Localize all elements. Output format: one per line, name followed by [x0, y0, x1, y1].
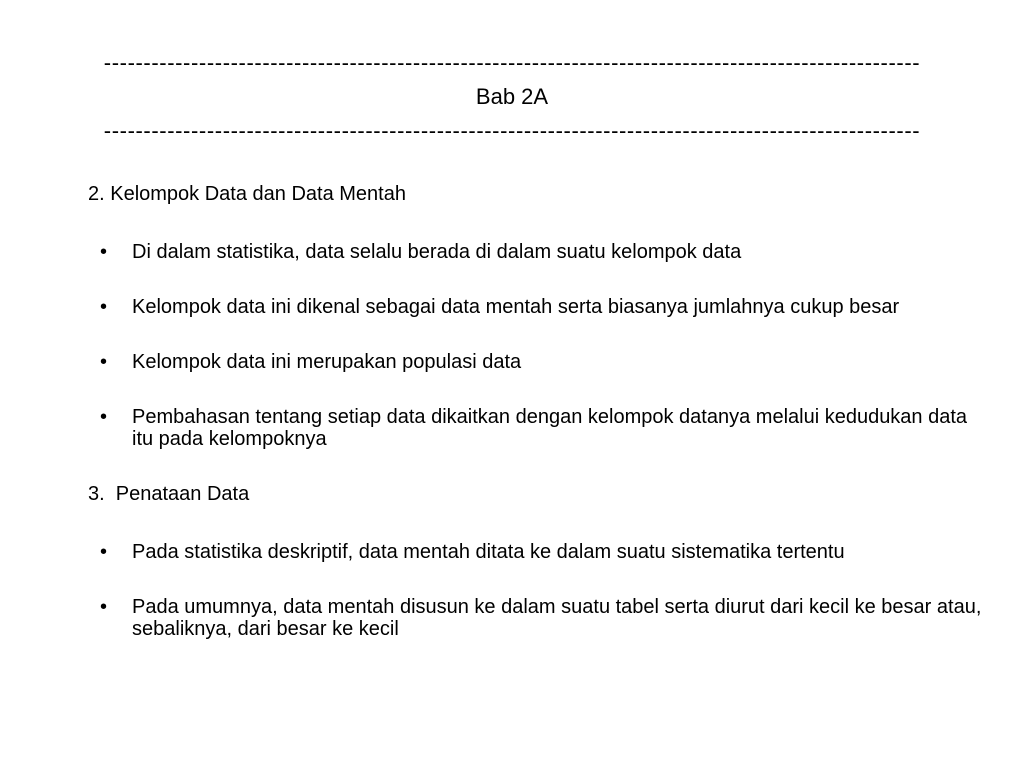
section-kelompok-data — [88, 183, 988, 450]
bullet-text: Kelompok data ini dikenal sebagai data mentah serta biasanya jumlahnya cukup besar — [132, 296, 900, 318]
bullet-icon: • — [100, 241, 108, 263]
slide-title: Bab 2A — [475, 84, 549, 109]
dash-divider-bottom: ------------------------------------------------------------------------------------------------------- — [103, 118, 921, 143]
bullet-list — [88, 541, 988, 640]
bullet-icon: • — [100, 296, 108, 318]
section-penataan-data — [88, 483, 988, 640]
bullet-text: Pada umumnya, data mentah disusun ke dalam suatu tabel serta diurut dari kecil ke besar atau, sebaliknya, dari besar ke kecil — [132, 596, 982, 640]
bullet-icon: • — [100, 351, 108, 373]
bullet-text: Di dalam statistika, data selalu berada di dalam suatu kelompok data — [132, 241, 742, 263]
bullet-text: Pada statistika deskriptif, data mentah ditata ke dalam suatu sistematika tertentu — [132, 541, 845, 563]
bullet-text: Kelompok data ini merupakan populasi data — [132, 351, 522, 373]
list-item — [88, 541, 988, 563]
bullet-icon: • — [100, 596, 108, 618]
list-item — [88, 596, 988, 640]
slide-header — [0, 46, 1024, 148]
section-heading: 2. Kelompok Data dan Data Mentah — [88, 183, 406, 205]
slide-content — [88, 183, 988, 673]
list-item — [88, 406, 988, 450]
list-item — [88, 241, 988, 263]
list-item — [88, 351, 988, 373]
bullet-text: Pembahasan tentang setiap data dikaitkan dengan kelompok datanya melalui kedudukan data itu pada kelompoknya — [132, 406, 968, 450]
bullet-icon: • — [100, 406, 108, 428]
dash-divider-top: ------------------------------------------------------------------------------------------------------- — [103, 50, 921, 75]
bullet-icon: • — [100, 541, 108, 563]
list-item — [88, 296, 988, 318]
section-heading: 3. Penataan Data — [88, 483, 250, 505]
bullet-list — [88, 241, 988, 450]
